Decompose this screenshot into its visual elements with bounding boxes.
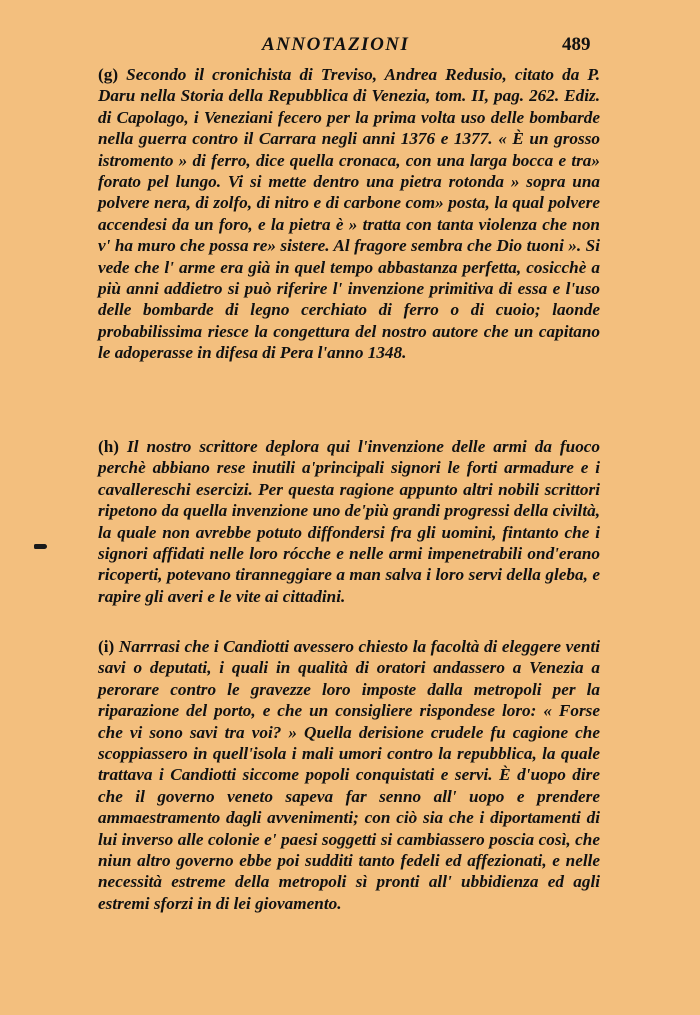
annotation-g bbox=[98, 64, 600, 364]
running-header bbox=[0, 34, 700, 60]
margin-mark-icon bbox=[34, 544, 47, 549]
page-number: 489 bbox=[562, 34, 591, 55]
annotation-text: Secondo il cronichista di Treviso, Andrea Redusio, citato da P. Daru nella Storia della Repubblica di Venezia, tom. II, pag. 262. Ediz. di Capolago, i Veneziani fecero per la prima volta uso delle bombarde nella guerra contro il Carrara negli anni 1376 e 1377. « È un grosso istromento » di ferro, dice quella cronaca, con una larga bocca e tra» forato pel lungo. Vi si mette dentro una pietra rotonda » sopra una polvere nera, di zolfo, di nitro e di carbone com» posta, la qual polvere accendesi da un foro, e la pietra è » tratta con tanta violenza che non v' ha muro che possa re» sistere. Al fragore sembra che Dio tuoni ». Si vede che l' arme era già in quel tempo abbastanza perfetta, cosicchè a più anni addietro si può riferire l' invenzione primitiva di essa e l'uso delle bombarde di legno cerchiato di ferro o di cuoio; laonde probabilissima riesce la congettura del nostro autore che un capitano le adoperasse in difesa di Pera l'anno 1348. bbox=[98, 65, 600, 363]
annotation-text: Narrrasi che i Candiotti avessero chiesto la facoltà di eleggere venti savi o deputati, i quali in qualità di oratori andassero a Venezia a perorare contro le gravezze loro imposte dalla metropoli per la riparazione del porto, e che un consigliere rispondese loro: « Forse che vi sono savi tra voi? » Quella derisione crudele fu cagione che scoppiassero in quell'isola i mali umori contro la repubblica, la quale trattava i Candiotti siccome popoli conquistati e servi. È d'uopo dire che il governo veneto sapeva far senno all' uopo e prendere ammaestramento dagli avvenimenti; con ciò sia che i diportamenti di lui inverso alle colonie e' paesi soggetti si cambiassero poscia così, che niun altro governo ebbe poi sudditi tanto fedeli ed affezionati, e nelle necessità estreme della metropoli sì pronti all' ubbidienza ed agli estremi sforzi in di lei giovamento. bbox=[98, 637, 601, 913]
annotation-h bbox=[98, 436, 600, 607]
annotation-i bbox=[98, 636, 600, 914]
annotation-marker: (g) bbox=[98, 65, 119, 84]
annotation-marker: (i) bbox=[98, 637, 115, 656]
annotation-marker: (h) bbox=[98, 437, 120, 456]
running-title: ANNOTAZIONI bbox=[262, 34, 410, 55]
annotation-text: Il nostro scrittore deplora qui l'invenzione delle armi da fuoco perchè abbiano rese inutili a'principali signori le forti armadure e i cavallereschi esercizi. Per questa ragione appunto altri nobili scrittori ripetono da quella invenzione uno de'più grandi progressi della civiltà, la quale non avrebbe potuto diffondersi fra gli uomini, fintanto che i signori affidati nelle loro rócche e nelle armi impenetrabili ond'erano ricoperti, potevano tiranneggiare a man salva i loro servi della gleba, e rapire gli averi e le vite ai cittadini. bbox=[98, 437, 601, 606]
